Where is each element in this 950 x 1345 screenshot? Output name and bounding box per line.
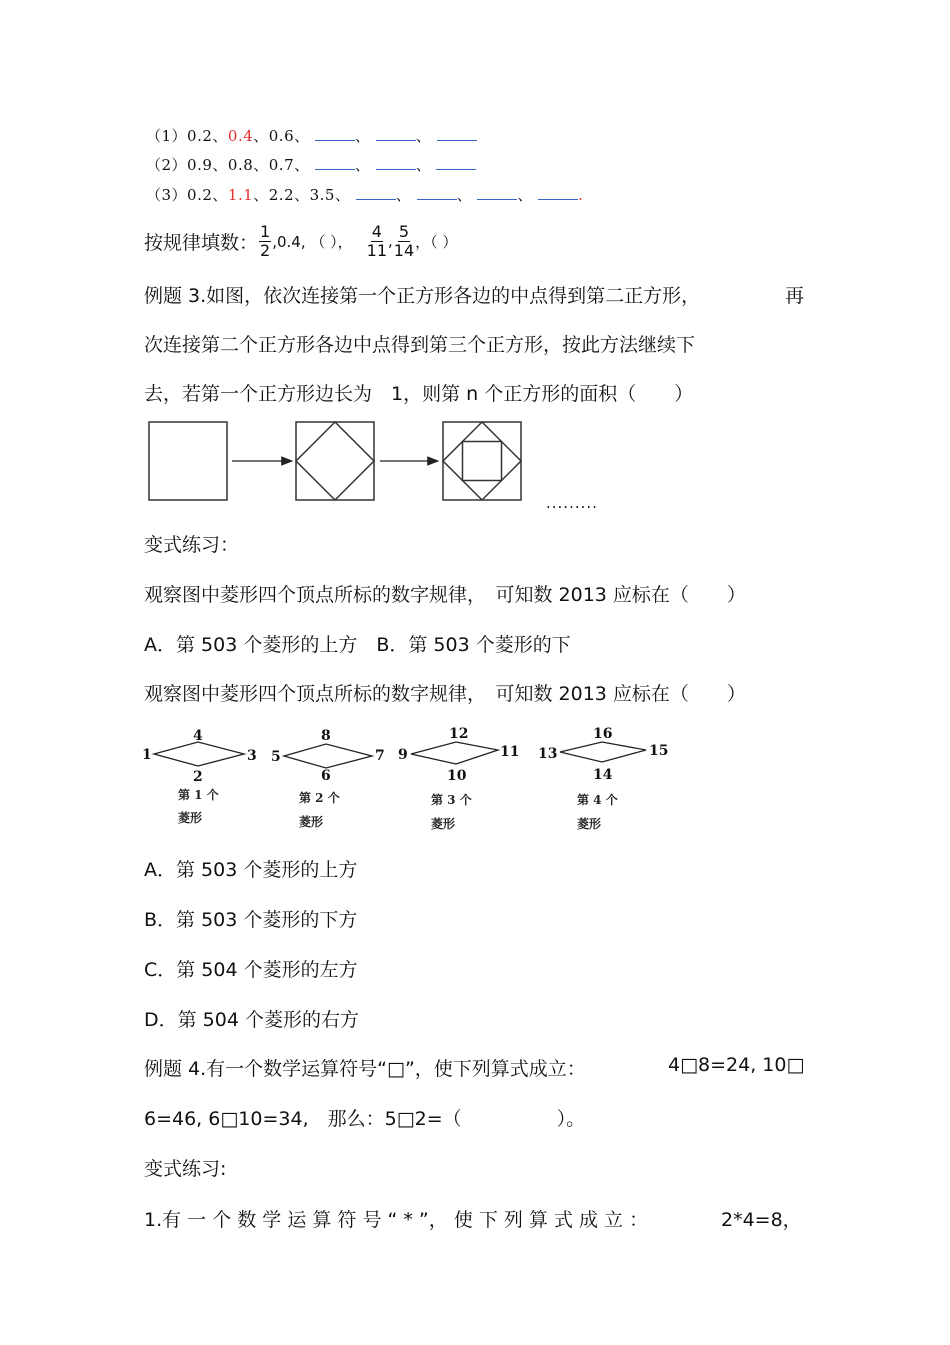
example3-line3: 去，若第一个正方形边长为 1，则第 n 个正方形的面积（ ） <box>144 383 694 405</box>
fraction-5-14 <box>394 223 414 260</box>
example3-line1 <box>144 281 700 308</box>
answer-blank[interactable] <box>356 185 396 200</box>
example3-line1-tail: 再 <box>785 285 805 307</box>
rhombus-1-bottom-number: 2 <box>193 769 203 785</box>
rhombus-1-caption-2: 菱形 <box>178 811 203 825</box>
rhombus-3-left-number: 9 <box>398 747 408 763</box>
rhombus-2 <box>284 744 372 768</box>
square-3-innermost <box>463 442 502 481</box>
answer-blank[interactable] <box>376 155 416 170</box>
fraction-sequence-line <box>144 218 457 264</box>
rhombus-1-left-number: 1 <box>142 747 152 763</box>
rhombus-1-top-number: 4 <box>193 728 203 744</box>
fraction-4-11 <box>367 223 387 260</box>
separator: 、 <box>517 186 533 204</box>
variant-practice-title: 变式练习： <box>144 534 240 556</box>
option-a: A．第 503 个菱形的上方 <box>144 859 358 881</box>
rhombus-3 <box>411 742 498 764</box>
example3-line2: 次连接第二个正方形各边中点得到第三个正方形，按此方法继续下 <box>144 334 696 356</box>
answer-blank[interactable] <box>417 185 457 200</box>
fraction-line-label: 按规律填数： <box>144 231 259 254</box>
option-d: D．第 504 个菱形的右方 <box>144 1009 359 1031</box>
variant-practice-title-2: 变式练习: <box>144 1158 227 1180</box>
rhombus-pattern-diagram <box>140 722 680 837</box>
rhombus-question-2: 观察图中菱形四个顶点所标的数字规律， 可知数 2013 应标在（ ） <box>144 683 746 705</box>
sequence-line-3 <box>146 184 583 205</box>
rhombus-4-left-number: 13 <box>538 746 558 762</box>
question-1-tail: 2*4=8， <box>721 1209 802 1231</box>
rhombus-1-caption: 第 1 个 <box>178 788 219 802</box>
rhombus-2-caption: 第 2 个 <box>299 791 340 805</box>
rhombus-4-caption-2: 菱形 <box>577 817 602 831</box>
fraction-1-2 <box>259 223 271 260</box>
example4-line2: 6=46, 6□10=34, 那么：5□2=（ ）。 <box>144 1108 586 1130</box>
sequence-text: （1）0.2、 <box>146 127 228 145</box>
question-1-line: 1.有 一 个 数 学 运 算 符 号 “ * ”， 使 下 列 算 式 成 立 ： <box>144 1209 649 1231</box>
sequence-red-value: 0.4 <box>227 127 254 145</box>
rhombus-1-right-number: 3 <box>247 748 257 764</box>
rhombus-2-left-number: 5 <box>271 749 281 765</box>
example3-text: 例题 3.如图，依次连接第一个正方形各边的中点得到第二正方形， <box>144 285 701 307</box>
option-c: C．第 504 个菱形的左方 <box>144 959 358 981</box>
separator: 、 <box>354 156 371 174</box>
fraction-line-middle: ,0.4, （ ）， <box>272 232 353 251</box>
rhombus-1 <box>154 742 244 766</box>
example4-line1: 例题 4.有一个数学运算符号“□”，使下列算式成立： <box>144 1058 586 1080</box>
continuation-dots: ......... <box>546 494 598 512</box>
separator: 、 <box>395 186 412 204</box>
sequence-line-1 <box>146 125 477 146</box>
separator: 、 <box>415 156 432 174</box>
answer-blank[interactable] <box>376 126 416 141</box>
fraction-numerator: 1 <box>260 221 271 241</box>
rhombus-2-bottom-number: 6 <box>321 768 331 784</box>
sequence-text: 、0.6、 <box>253 127 310 145</box>
fraction-numerator: 4 <box>371 221 382 241</box>
nested-squares-diagram <box>140 415 560 507</box>
sequence-red-value: 1.1 <box>227 186 254 204</box>
example4-line1-tail: 4□8=24, 10□ <box>668 1054 805 1076</box>
answer-blank[interactable] <box>437 126 477 141</box>
rhombus-4-top-number: 16 <box>593 726 613 742</box>
rhombus-question-1-options: A．第 503 个菱形的上方 B．第 503 个菱形的下 <box>144 634 571 656</box>
rhombus-4-bottom-number: 14 <box>593 767 613 783</box>
fraction-denominator: 11 <box>366 240 387 260</box>
answer-blank[interactable] <box>436 155 476 170</box>
answer-blank[interactable] <box>315 126 355 141</box>
square-2 <box>296 422 374 500</box>
separator: 、 <box>456 186 473 204</box>
separator: 、 <box>354 127 371 145</box>
rhombus-2-right-number: 7 <box>375 748 385 764</box>
fraction-numerator: 5 <box>398 221 410 241</box>
fraction-denominator: 14 <box>393 240 415 260</box>
rhombus-4-caption: 第 4 个 <box>577 793 618 807</box>
square-3 <box>443 422 521 500</box>
rhombus-3-caption: 第 3 个 <box>431 793 472 807</box>
square-1 <box>149 422 227 500</box>
square-2-inner <box>296 422 374 500</box>
fraction-comma: , <box>388 232 393 250</box>
sequence-line-2 <box>146 154 476 175</box>
separator: 、 <box>415 127 432 145</box>
rhombus-3-right-number: 11 <box>500 744 520 760</box>
fraction-line-end: ，（ ） <box>415 232 458 251</box>
rhombus-question-1: 观察图中菱形四个顶点所标的数字规律， 可知数 2013 应标在（ ） <box>144 584 746 606</box>
rhombus-3-bottom-number: 10 <box>447 768 467 784</box>
answer-blank[interactable] <box>538 185 578 200</box>
rhombus-2-caption-2: 菱形 <box>299 815 324 829</box>
rhombus-4-right-number: 15 <box>649 743 669 759</box>
rhombus-3-top-number: 12 <box>449 726 469 742</box>
rhombus-4 <box>560 742 646 762</box>
sequence-text: 、2.2、3.5、 <box>253 186 351 204</box>
rhombus-2-top-number: 8 <box>321 728 331 744</box>
fraction-denominator: 2 <box>260 240 271 260</box>
answer-blank[interactable] <box>315 155 355 170</box>
sequence-end: . <box>578 186 584 204</box>
sequence-text: （2）0.9、0.8、0.7、 <box>146 156 310 174</box>
option-b: B．第 503 个菱形的下方 <box>144 909 358 931</box>
answer-blank[interactable] <box>477 185 517 200</box>
rhombus-3-caption-2: 菱形 <box>431 817 456 831</box>
square-3-inner <box>443 422 521 500</box>
sequence-text: （3）0.2、 <box>146 186 228 204</box>
